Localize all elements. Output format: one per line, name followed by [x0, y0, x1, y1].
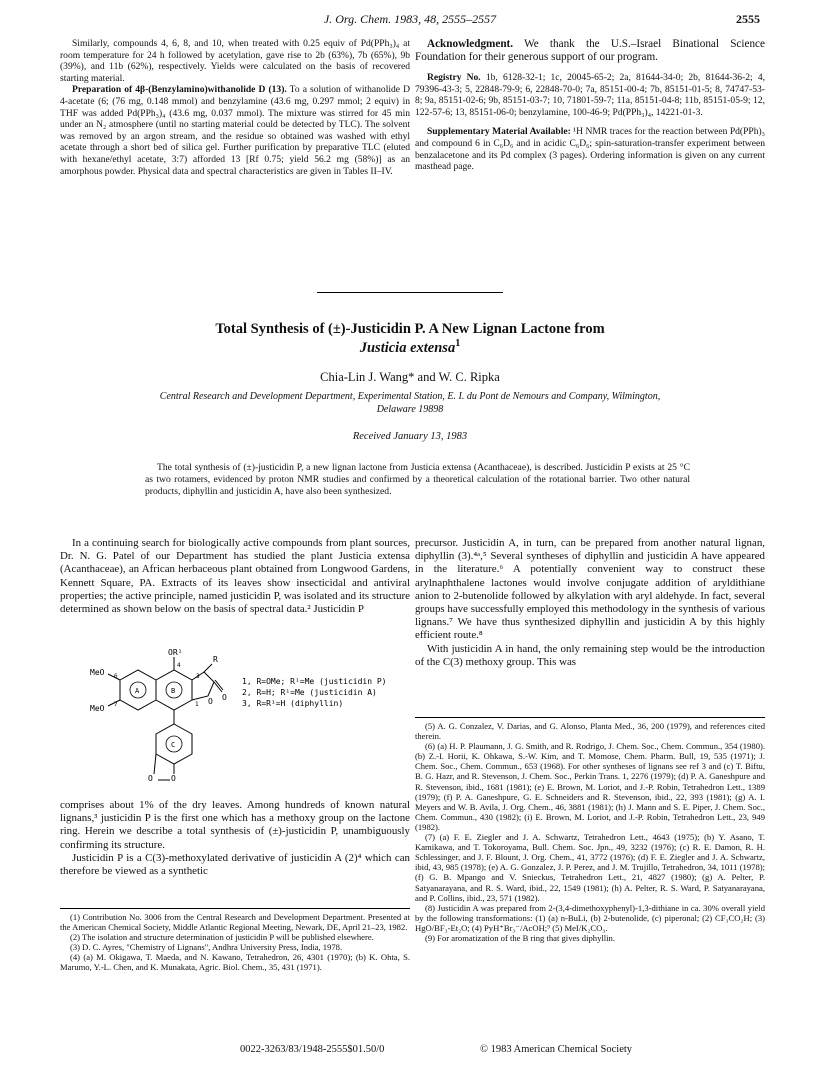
paragraph-text: To a solution of withanolide D 4-acetate (6; (76 mg, 0.148 mmol) and benzylamine (43.6 mg, 0.297 mmol; 2 equiv) in THF was added Pd(PPh₃)₄ (43.6 mg, 0.037 mmol). The mixture was stirred for 45 min under an N₂ atmosphere (until no starting material could be detected by TLC). The solvent was removed by an argon stream, and the residue so obtained was washed with ethyl acetate through a short bed of silica gel. Further purification by preparative TLC (eluted with hexane/ethyl acetate, 3:7) afforded 13 [Rf 0.75; yield 56.2 mg (58%)] as an amorphous powder. Physical data and spectral characteristics are given in Tables II–IV. [60, 84, 410, 177]
previous-article-back-matter [415, 38, 765, 173]
ring-a-label: A [135, 687, 140, 695]
article-divider [317, 292, 503, 293]
article-title [60, 320, 760, 358]
paragraph: Justicidin P is a C(3)-methoxylated derivative of justicidin A (2)⁴ which can therefore be viewed as a synthetic [60, 851, 410, 878]
article-code: 0022-3263/83/1948-2555$01.50/0 [240, 1044, 385, 1055]
affiliation: Central Research and Development Department, Experimental Station, E. I. du Pont de Nemours and Company, Wilmington, Delaware 19898 [159, 391, 661, 415]
footnotes-right [415, 717, 765, 943]
compound-2-label: 2, R=H; R¹=Me (justicidin A) [242, 688, 377, 697]
section-heading: Preparation of 4β-(Benzylamino)withanolide D (13). [72, 84, 287, 96]
registry-numbers [415, 72, 765, 118]
authors: Chia-Lin J. Wang* and W. C. Ripka [320, 370, 500, 384]
copyright: © 1983 American Chemical Society [480, 1044, 633, 1055]
footnote: (2) The isolation and structure determination of justicidin P will be published elsewhere. [70, 932, 374, 943]
abstract: The total synthesis of (±)-justicidin P, a new lignan lactone from Justicia extensa (Acanthaceae), is described. Justicidin P exists at 25 °C as two rotamers, evidenced by proton NMR studies and confirmed by a theoretical calculation of the rotational barrier. Two other natural products, diphyllin and justicidin A, have also been synthesized. [145, 462, 690, 497]
or1-label: OR¹ [168, 648, 183, 657]
page-number: 2555 [736, 12, 760, 26]
paragraph [60, 84, 410, 177]
section-heading: Acknowledgment. [427, 38, 514, 50]
title-footnote-mark: 1 [455, 338, 461, 350]
paragraph: Similarly, compounds 4, 6, 8, and 10, when treated with 0.25 equiv of Pd(PPh₃)₄ at room temperature for 24 h followed by acetylation, gave rise to 2b (63%), 7b (65%), 9b (39%), and 11b (62%), respectively. Yields were calculated on the basis of recovered starting material. [60, 38, 410, 84]
position-4-label: 4 [177, 662, 181, 669]
body-column-left-bottom [60, 799, 410, 878]
section-heading: Supplementary Material Available: [427, 126, 571, 138]
section-heading: Registry No. [427, 72, 481, 83]
acknowledgment [415, 38, 765, 64]
footnotes-left [60, 908, 410, 973]
position-7-label: 7 [114, 701, 118, 708]
position-6-label: 6 [114, 673, 118, 680]
position-1-label: 1 [195, 701, 199, 708]
footnote: (1) Contribution No. 3006 from the Central Research and Development Department. Presented at the American Chemical Society, Middle Atlantic Regional Meeting, Newark, DE, April 21–23, 1982. [60, 912, 410, 933]
previous-article-end [60, 38, 410, 177]
compound-3-label: 3, R=R¹=H (diphyllin) [242, 699, 344, 708]
supplementary-material [415, 126, 765, 172]
paragraph: In a continuing search for biologically active compounds from plant sources, Dr. N. G. Patel of our Department has studied the plant Justicia extensa (Acanthaceae), an African herbaceous plant obtained from Longwood Gardens, Kennett Square, PA. Extracts of its leaves show insecticidal and antiviral properties; the active principle, named justicidin P, was isolated and its structure determined as shown below on the basis of spectral data.² Justicidin P [60, 537, 410, 616]
r-label: R [213, 655, 218, 664]
carbonyl-oxygen-label: O [222, 693, 227, 702]
title-text: Total Synthesis of (±)-Justicidin P. A New Lignan Lactone from [215, 321, 605, 337]
paragraph: precursor. Justicidin A, in turn, can be prepared from another natural lignan, diphyllin (3).⁴ᵃ,⁵ Several syntheses of diphyllin and justicidin A have appeared in the literature.⁶ A potentially convenient way to construct these arylnaphthalene lactones would involve conjugate addition of aryldithiane anion to 2-butenolide followed by alkylation with aryl aldehyde. In fact, several groups have successfully employed this methodology in the synthesis of various lignans.⁷ We have thus synthesized diphyllin and justicidin A by this highly efficient route.⁸ [415, 537, 765, 642]
footnote: (3) D. C. Ayres, "Chemistry of Lignans", Andhra University Press, India, 1978. [70, 942, 343, 953]
paragraph: With justicidin A in hand, the only remaining step would be the introduction of the C(3) methoxy group. This was [415, 642, 765, 668]
paragraph-text: 1b, 6128-32-1; 1c, 20045-65-2; 2a, 81644-34-0; 2b, 81644-36-2; 4, 79396-43-3; 5, 22848-79-9; 6, 22848-70-0; 7a, 85151-00-4; 7b, 85151-01-5; 8, 74747-53-8; 9a, 85151-02-6; 9b, 85151-03-7; 10, 71801-59-7; 11a, 85151-04-8; 11b, 85151-05-9; 12, 122-57-6; 13, 85151-06-0; benzylamine, 100-46-9; Pd(PPh₃)₄, 14221-01-3. [415, 72, 765, 118]
ring-oxygen-label: O [208, 697, 213, 706]
footnote: (4) (a) M. Okigawa, T. Maeda, and N. Kawano, Tetrahedron, 26, 4301 (1970); (b) K. Ohta, S. Marumo, Y.-L. Chen, and K. Munakata, Agric. Biol. Chem., 35, 431 (1971). [60, 952, 410, 973]
footnote: (6) (a) H. P. Plaumann, J. G. Smith, and R. Rodrigo, J. Chem. Soc., Chem. Commun., 354 (1980). (b) Z.-I. Horii, K. Ohkawa, S.-W. Kim, and T. Momose, Chem. Pharm. Bull, 19, 535 (1971); J. Chem. Soc., Chem. Commun., 653 (1968). For other syntheses of lignans see ref 3 and (c) T. Biftu, B. G. Hazr, and R. Stevenson, J. Chem. Soc., Perkin Trans. 1, 2276 (1979); (d) P. A. Ganeshpure and R. Stevenson, ibid., 1681 (1981); (e) E. Brown, M. Loriot, and J.-P. Robin, Tetrahedron Lett., 1389 (1979); (f) P. A. Ganeshpure, G. E. Schneiders and R. Stevenson, ibid., 22, 393 (1981); (g) A. I. Meyers and W. B. Avila, J. Org. Chem., 46, 3881 (1981); (h) J. Mann and S. E. Piper, J. Chem. Soc., Chem. Commun., 430 (1982); (i) E. Brown, M. Loriot, and J.-P. Robin, Tetrahedron Lett., 23, 949 (1982). [415, 741, 765, 832]
dioxole-oxygen-right: O [171, 774, 176, 783]
meo-bottom-label: MeO [90, 704, 105, 713]
paragraph-text: ¹H NMR traces for the reaction between Pd(PPh)₃ and compound 6 in C₆D₆ and in acidic C₆D₆; spin-saturation-transfer experiment between benzalacetone and its Pd complex (3 pages). Ordering information is given on any current masthead page. [415, 126, 765, 173]
received-date: Received January 13, 1983 [352, 431, 468, 442]
chemical-structure [92, 648, 392, 798]
journal-citation: J. Org. Chem. 1983, 48, 2555–2557 [323, 12, 497, 26]
ring-c-label: C [171, 741, 176, 749]
dioxole-oxygen-left: O [148, 774, 153, 783]
footnote: (9) For aromatization of the B ring that gives diphyllin. [425, 932, 615, 943]
body-column-right [415, 537, 765, 669]
footnote: (5) A. G. Conzalez, V. Darias, and G. Alonso, Planta Med., 36, 200 (1979), and references cited therein. [415, 721, 765, 742]
position-3-label: 3 [196, 673, 200, 680]
ring-b-label: B [171, 687, 176, 695]
paragraph-text: We thank the U.S.–Israel Binational Science Foundation for their generous support of our program. [415, 38, 765, 63]
body-column-left-top [60, 537, 410, 616]
compound-1-label: 1, R=OMe; R¹=Me (justicidin P) [242, 677, 387, 686]
footnote: (8) Justicidin A was prepared from 2-(3,4-dimethoxyphenyl)-1,3-dithiane in ca. 30% overall yield by the following transformations: (1) (a) n-BuLi, (b) 2-butenolide, (c) piperonal; (2) CF₃CO₂H; (3) HgO/BF₃-Et₂O; (4) PyH⁺Br₃⁻/AcOH;⁹ (5) MeI/K₂CO₃. [415, 902, 765, 933]
footnote: (7) (a) F. E. Ziegler and J. A. Schwartz, Tetrahedron Lett., 4643 (1975); (b) Y. Asano, T. Kamikawa, and T. Tokoroyama, Bull. Chem. Soc. Jpn., 49, 3232 (1976); (c) R. E. Damon, R. H. Schlessinger, and J. F. Blount, J. Org. Chem., 41, 3772 (1976); (d) F. E. Ziegler and J. A. Schwartz, ibid, 43, 985 (1978); (e) A. G. Gonzalez, J. P. Perez, and J. M. Trujillo, Tetrahedron, 34, 1011 (1978); (f) G. B. Mpango and V. Snieckus, Tetrahedron Lett., 21, 4827 (1980); (g) A. Pelter, P. Satyanarayana, and R. S. Ward, ibid., 22, 1549 (1981); (h) A. Pelter, R. S. Ward, P. Satyanarayana, and P. Collins, ibid., 23, 571 (1982). [415, 832, 765, 903]
meo-top-label: MeO [90, 668, 105, 677]
title-italic: Justicia extensa [359, 340, 456, 356]
running-header [60, 12, 760, 30]
paragraph: comprises about 1% of the dry leaves. Among hundreds of known natural lignans,³ justicidin P is the first one which has a methoxy group on the lactone ring. Herein we describe a total synthesis of (±)-justicidin P, unambiguously confirming its structure. [60, 799, 410, 851]
